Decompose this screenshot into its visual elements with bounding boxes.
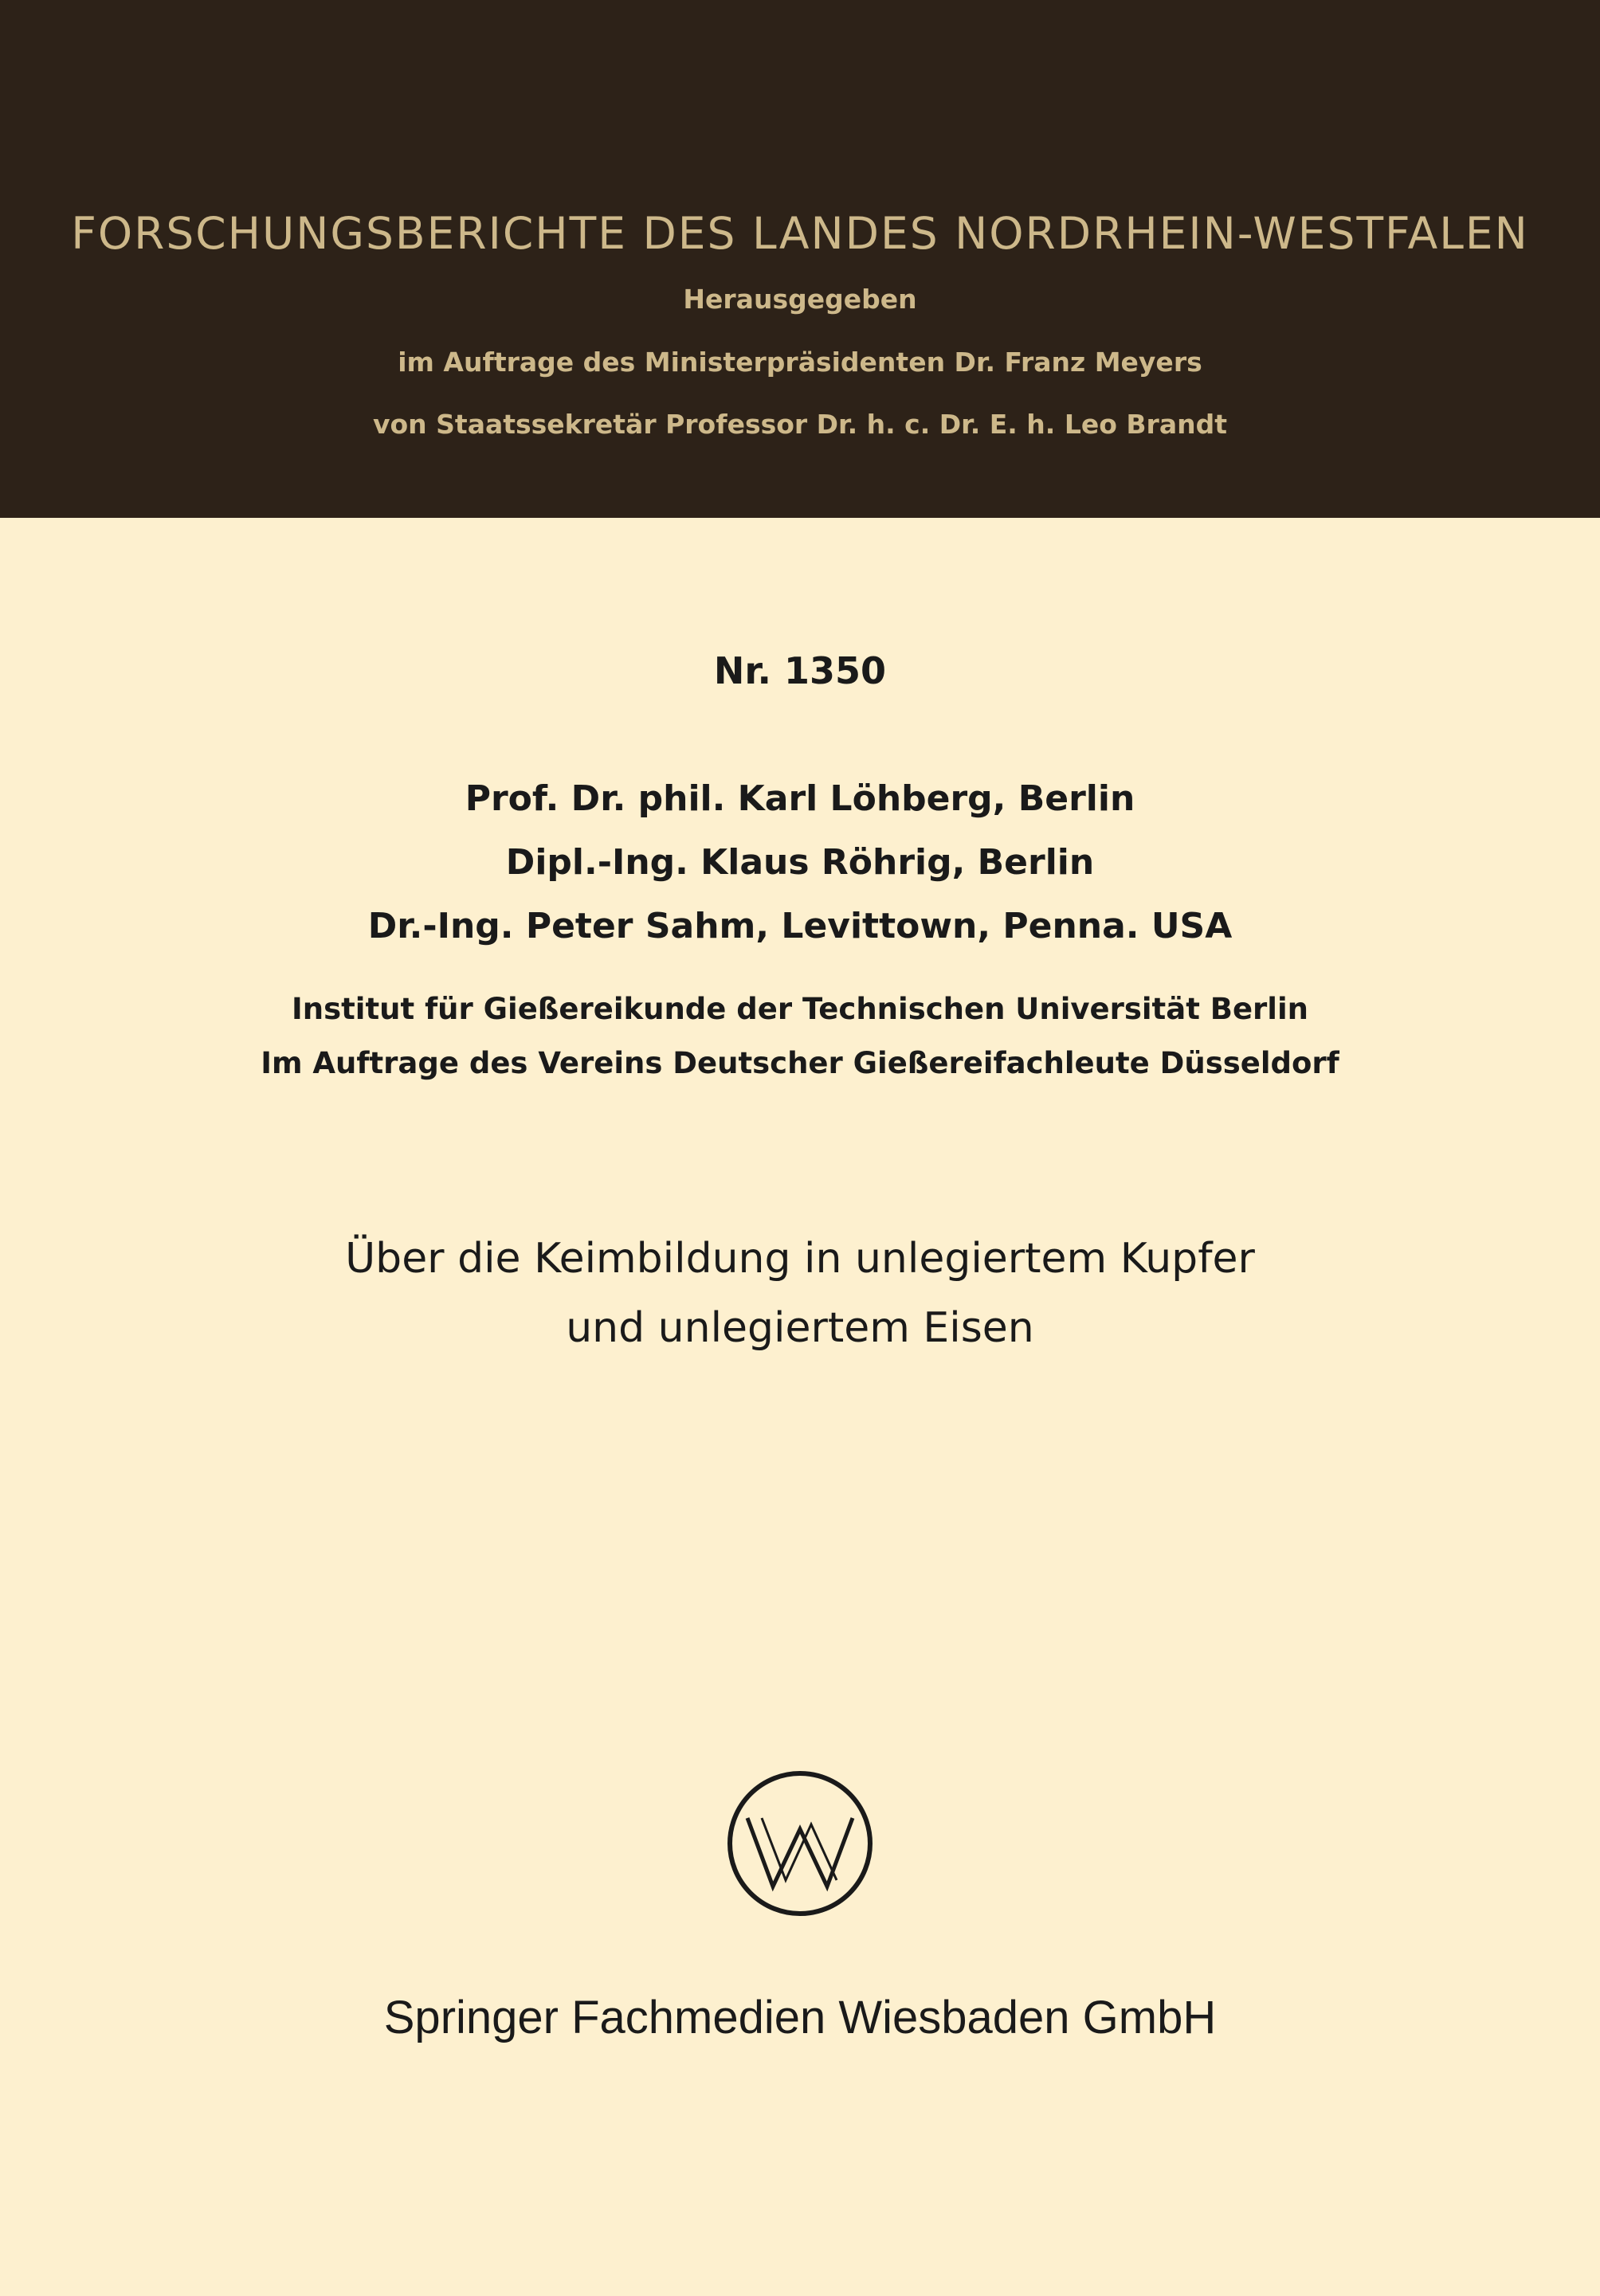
editor-line-staatssekretaer: von Staatssekretär Professor Dr. h. c. Dr. E. h. Leo Brandt	[372, 409, 1227, 440]
author-3: Dr.-Ing. Peter Sahm, Levittown, Penna. USA	[367, 906, 1233, 946]
publisher-name: Springer Fachmedien Wiesbaden GmbH	[383, 1992, 1217, 2043]
institution-line-1: Institut für Gießereikunde der Technischen Universität Berlin	[291, 992, 1309, 1026]
book-title-line-2: und unlegiertem Eisen	[566, 1304, 1034, 1352]
editor-line-herausgegeben: Herausgegeben	[683, 284, 917, 315]
author-2: Dipl.-Ing. Klaus Röhrig, Berlin	[505, 842, 1095, 883]
series-title: FORSCHUNGSBERICHTE DES LANDES NORDRHEIN-WESTFALEN	[71, 208, 1529, 259]
editor-line-auftrag: im Auftrage des Ministerpräsidenten Dr. Franz Meyers	[398, 347, 1202, 378]
institution-line-2: Im Auftrage des Vereins Deutscher Gießereifachleute Düsseldorf	[261, 1046, 1339, 1080]
westdeutscher-verlag-ww-logo-icon	[725, 1769, 875, 1918]
report-number: Nr. 1350	[713, 649, 887, 692]
book-title-line-1: Über die Keimbildung in unlegiertem Kupfer	[345, 1235, 1255, 1283]
header-band	[0, 0, 1600, 518]
author-1: Prof. Dr. phil. Karl Löhberg, Berlin	[465, 778, 1135, 819]
